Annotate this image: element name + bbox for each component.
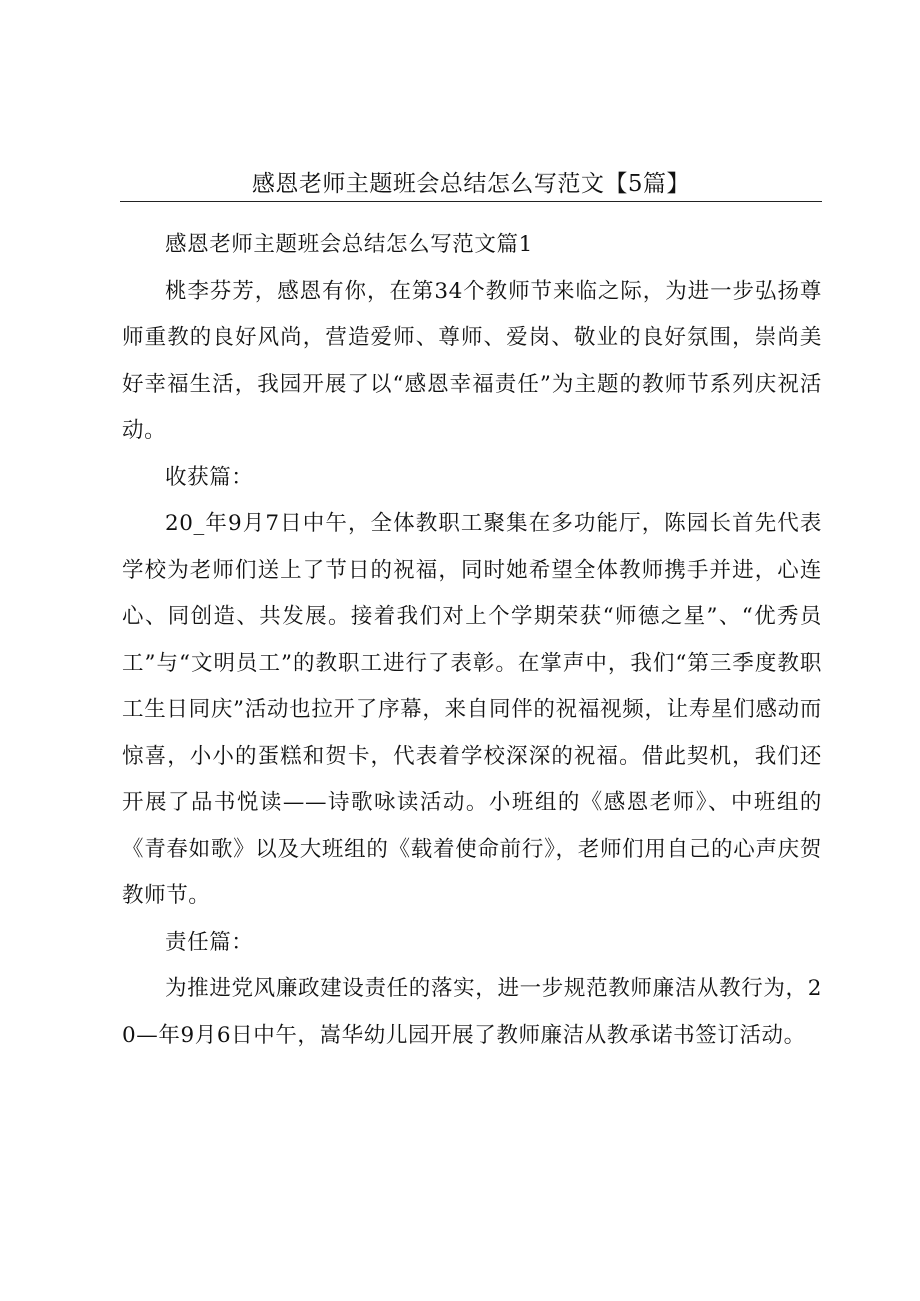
section-heading-part-1: 感恩老师主题班会总结怎么写范文篇1 <box>165 232 533 257</box>
section-heading-responsibility: 责任篇： <box>165 929 254 955</box>
paragraph-harvest: 20_年9月7日中午，全体教职工聚集在多功能厅，陈园长首先代表学校为老师们送上了节日的祝福，同时她希望全体教师携手并进，心连心、同创造、共发展。接着我们对上个学期荣获“师德之星”、“优秀员工”与“文明员工”的教职工进行了表彰。在掌声中，我们“第三季度教职工生日同庆”活动也拉开了序幕，来自同伴的祝福视频，让寿星们感动而惊喜，小小的蛋糕和贺卡，代表着学校深深的祝福。借此契机，我们还开展了品书悦读——诗歌咏读活动。小班组的《感恩老师》、中班组的《青春如歌》以及大班组的《载着使命前行》，老师们用自己的心声庆贺教师节。 <box>122 511 822 908</box>
document-title: 感恩老师主题班会总结怎么写范文【5篇】 <box>251 171 691 197</box>
title-underline <box>120 201 822 202</box>
paragraph-intro: 桃李芬芳，感恩有你，在第34个教师节来临之际，为进一步弘扬尊师重教的良好风尚，营造爱师、尊师、爱岗、敬业的良好氛围，崇尚美好幸福生活，我园开展了以“感恩幸福责任”为主题的教师节系列庆祝活动。 <box>122 278 822 443</box>
paragraph-responsibility: 为推进党风廉政建设责任的落实，进一步规范教师廉洁从教行为，20—年9月6日中午，嵩华幼儿园开展了教师廉洁从教承诺书签订活动。 <box>122 976 822 1048</box>
document-body <box>122 222 822 1059</box>
section-heading-harvest: 收获篇： <box>165 464 254 490</box>
